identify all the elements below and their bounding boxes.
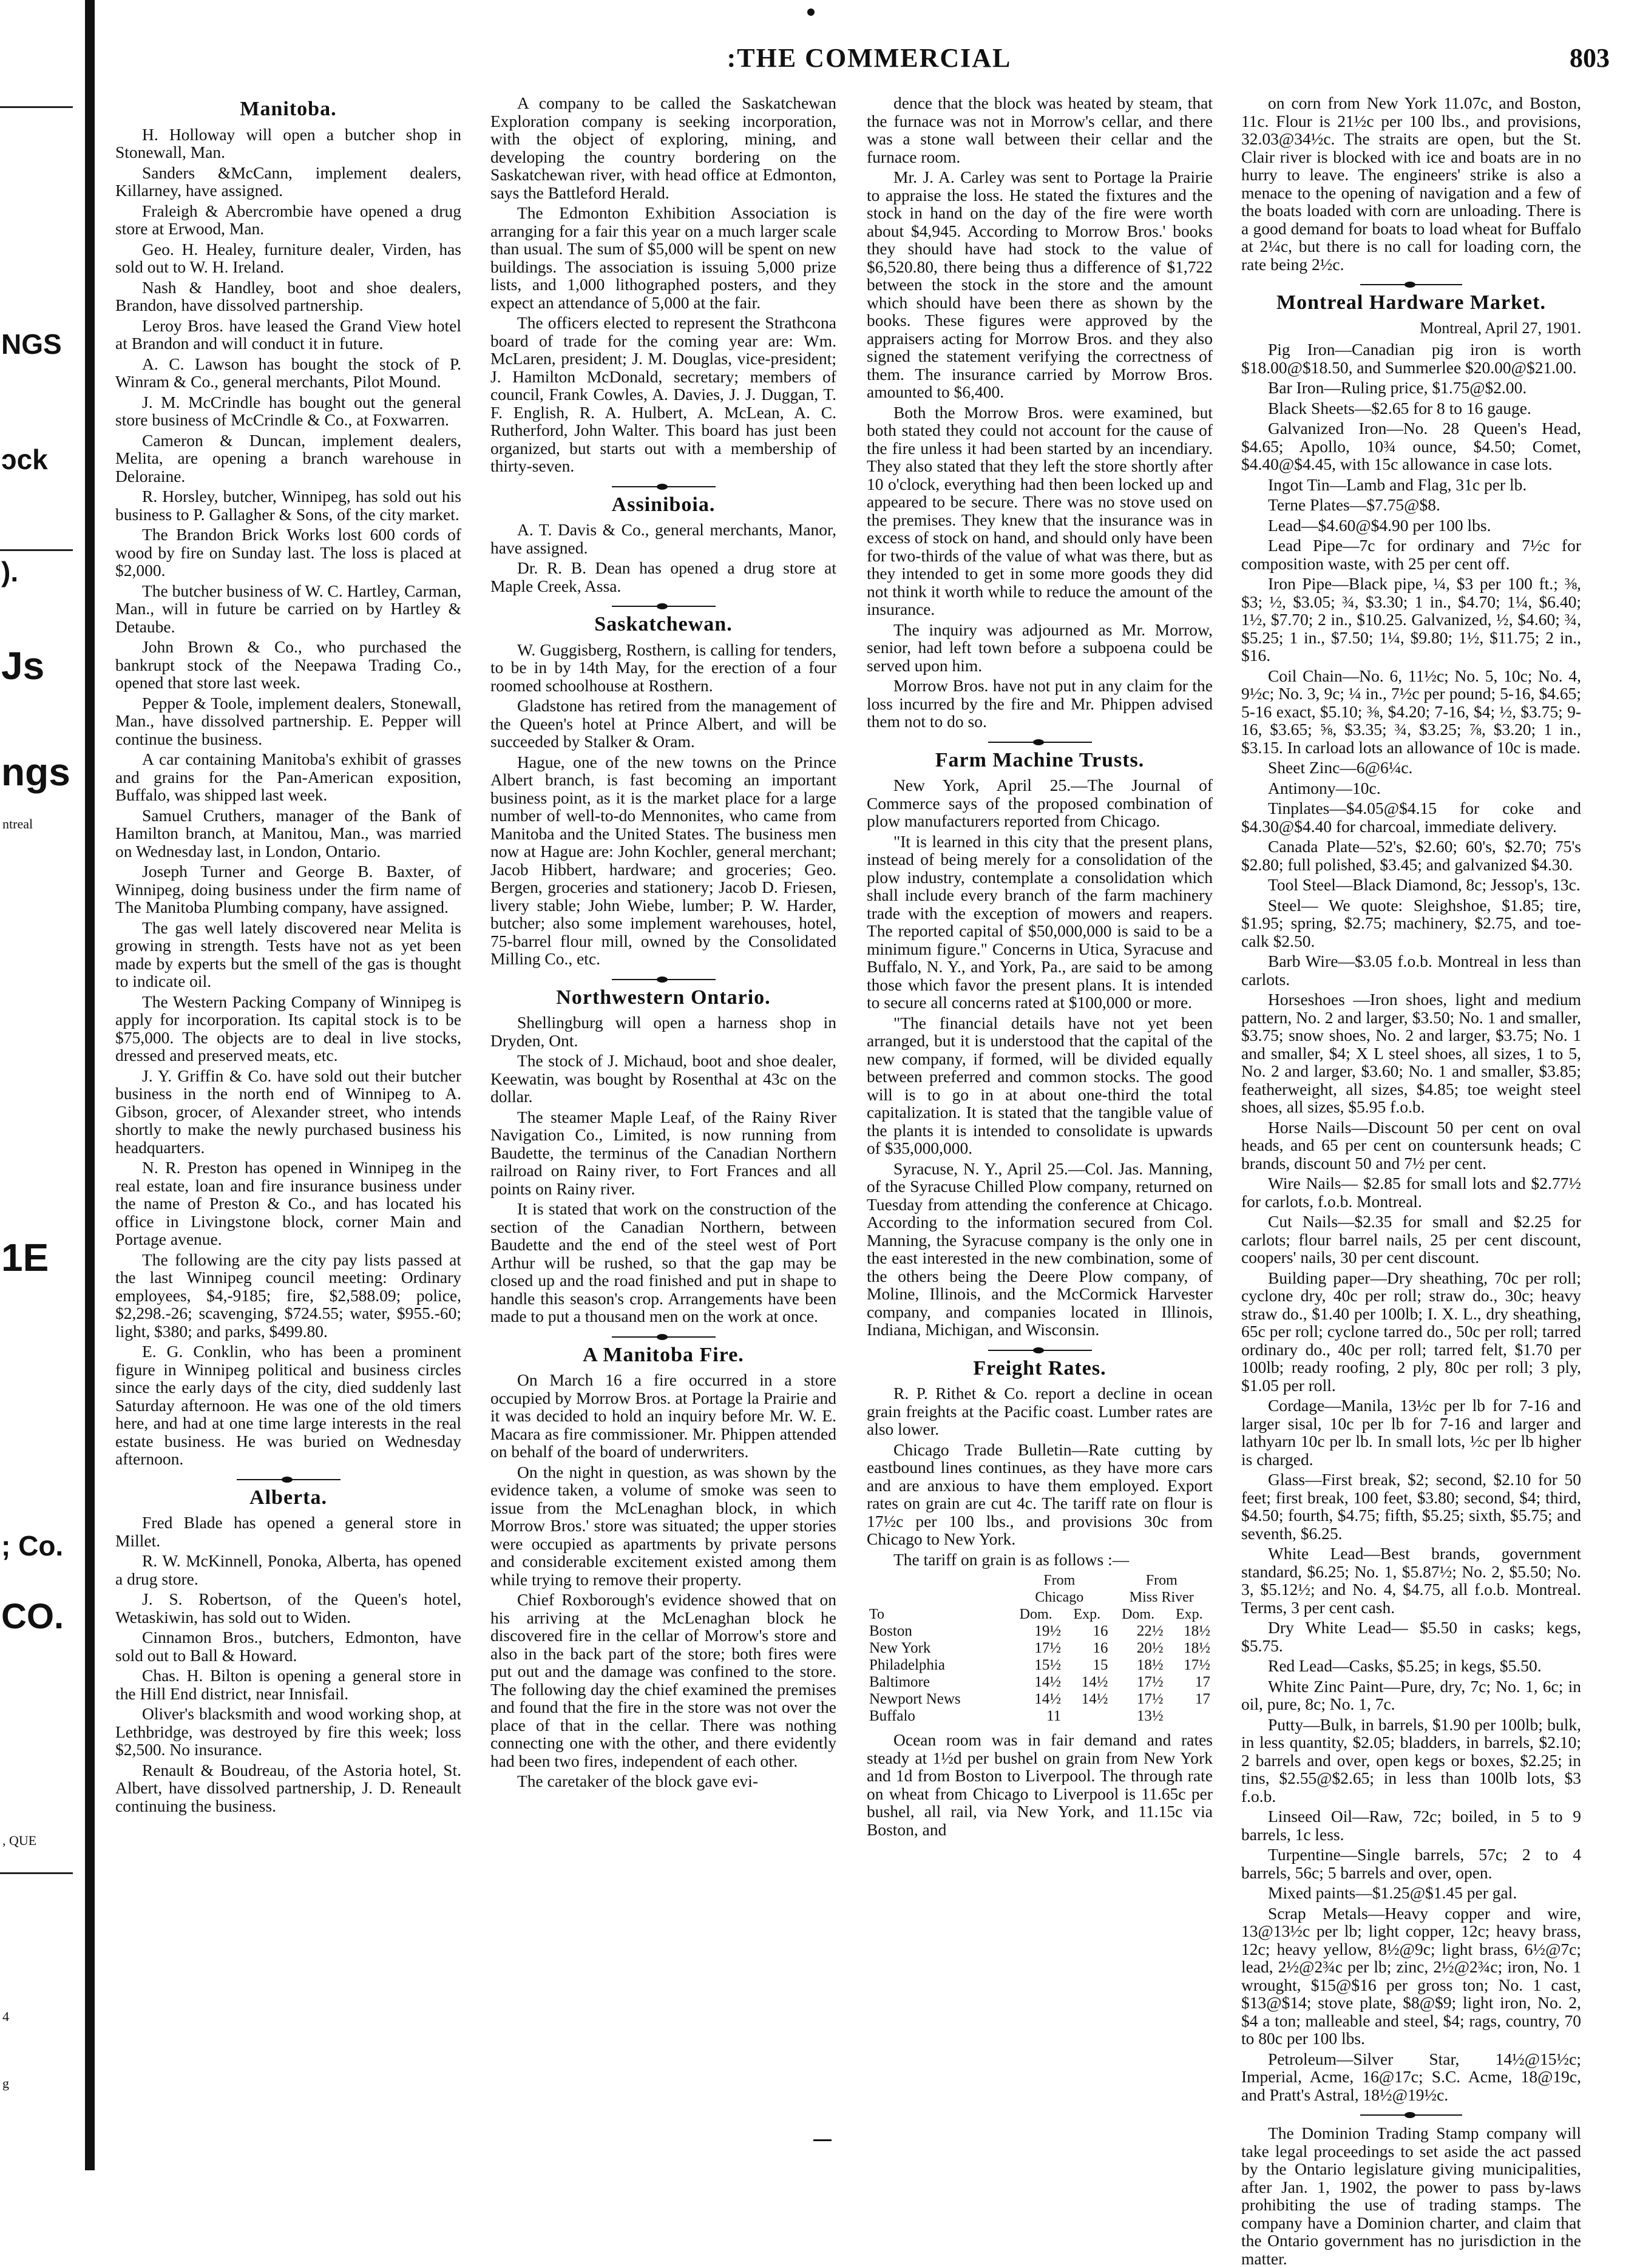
article-paragraph: The inquiry was adjourned as Mr. Morrow, senior, had left town before a subpoena could be served upon him. xyxy=(867,620,1213,675)
article-paragraph: R. Horsley, butcher, Winnipeg, has sold out his business to P. Gallagher & Sons, of the city market. xyxy=(115,487,461,524)
article-paragraph: On March 16 a fire occurred in a store occupied by Morrow Bros. at Portage la Prairie and it was decided to hold an inquiry before Mr. W. E. Macara as fire commissioner. Mr. Phippen attended on behalf of the board of underwriters. xyxy=(490,1370,836,1461)
article-paragraph: The Western Packing Company of Winnipeg is apply for incorporation. Its capital stock is to be $75,000. The objects are to deal in live stocks, dressed and preserved meats, etc. xyxy=(115,992,461,1065)
tariff-header-origin: Miss River xyxy=(1129,1589,1194,1605)
page-header xyxy=(110,42,1628,79)
article-paragraph: Ocean room was in fair demand and rates steady at 1½d per bushel on grain from New York and 1d from Boston to Liverpool. The through rate on wheat from Chicago to Liverpool is 11.65c per bushel, all rail, via New York, and 11.15c via Boston, and xyxy=(867,1730,1213,1839)
article-paragraph: Steel— We quote: Sleighshoe, $1.85; tire, $1.95; spring, $2.75; machinery, $2.75, and toe-calk $2.50. xyxy=(1241,895,1581,950)
section-heading: Montreal Hardware Market. xyxy=(1276,291,1546,314)
article-paragraph: John Brown & Co., who purchased the bankrupt stock of the Neepawa Trading Co., opened that store last week. xyxy=(115,637,461,692)
tariff-row xyxy=(867,1657,1213,1674)
article-paragraph: The caretaker of the block gave evi- xyxy=(517,1772,759,1790)
tariff-rate: 22½ xyxy=(1136,1623,1164,1639)
margin-rule xyxy=(0,106,73,108)
article-paragraph: On the night in question, as was shown by the evidence taken, a volume of smoke was seen to issue from the McLenaghan block, in which Morrow Bros.' store was situated; the upper stories were occupied as apartments by private persons and considerable excitement existed among them while trying to remove their property. xyxy=(490,1462,836,1589)
article-paragraph: Putty—Bulk, in barrels, $1.90 per 100lb; bulk, in less quantity, $2.05; bladders, in barrels, $2.10; 2 barrels and over, open kegs or boxes, $2.25; in tins, $2.55@$2.65; in less than 100lb lots, $3 f.o.b. xyxy=(1241,1715,1581,1806)
article-paragraph: Joseph Turner and George B. Baxter, of Winnipeg, doing business under the firm name of The Manitoba Plumbing company, have assigned. xyxy=(115,862,461,916)
article-paragraph: Cameron & Duncan, implement dealers, Melita, are opening a branch warehouse in Deloraine. xyxy=(115,430,461,486)
section-divider xyxy=(490,1334,836,1340)
article-paragraph: Gladstone has retired from the management of the Queen's hotel at Prince Albert, and will be succeeded by Stalker & Oram. xyxy=(490,696,836,751)
article-paragraph: "It is learned in this city that the present plans, instead of being merely for a consolidation of the plow industry, contemplate a consolidation which shall include every branch of the farm machinery trade with the exception of mowers and reapers. The reported capital of $50,000,000 is said to be a minimum figure." Concerns in Utica, Syracuse and Buffalo, N. Y., and York, Pa., are said to be among those which favor the present plans. It is intended to secure all concerns rated at $100,000 or more. xyxy=(867,831,1213,1012)
tariff-row xyxy=(867,1691,1213,1708)
article-paragraph: Sheet Zinc—6@6¼c. xyxy=(1268,758,1413,777)
article-paragraph: Barb Wire—$3.05 f.o.b. Montreal in less than carlots. xyxy=(1241,952,1581,989)
article-paragraph: New York, April 25.—The Journal of Commerce says of the proposed combination of plow manufacturers reported from Chicago. xyxy=(867,776,1213,830)
article-paragraph: W. Guggisberg, Rosthern, is calling for tenders, to be in by 14th May, for the erection of a four roomed schoolhouse at Rosthern. xyxy=(490,640,836,695)
margin-fragment: ngs xyxy=(1,750,70,794)
article-paragraph: Dr. R. B. Dean has opened a drug store at Maple Creek, Assa. xyxy=(490,558,836,595)
article-paragraph: Pig Iron—Canadian pig iron is worth $18.00@$18.50, and Summerlee $20.00@$21.00. xyxy=(1241,340,1581,377)
margin-rule xyxy=(0,1872,73,1874)
article-paragraph: Terne Plates—$7.75@$8. xyxy=(1268,495,1440,514)
article-paragraph: The gas well lately discovered near Melita is growing in strength. Tests have not as yet been made by experts but the smell of the gas is thought to indicate oil. xyxy=(115,918,461,990)
section-divider xyxy=(490,603,836,609)
article-paragraph: Antimony—10c. xyxy=(1268,778,1381,797)
article-paragraph: Cut Nails—$2.35 for small and $2.25 for carlots; flour barrel nails, 25 per cent discount, coopers' nails, 30 per cent discount. xyxy=(1241,1212,1581,1267)
tariff-rate: 17½ xyxy=(1136,1691,1164,1707)
article-paragraph: Canada Plate—52's, $2.60; 60's, $2.70; 75's $2.80; full polished, $3.45; and galvanized $4.30. xyxy=(1241,837,1581,874)
tariff-column-header: Dom. xyxy=(1122,1606,1155,1622)
article-paragraph: White Lead—Best brands, government standard, $6.25; No. 1, $5.87½; No. 2, $5.50; No. 3, $5.12½; and No. 4, $4.75, all f.o.b. Montreal. Terms, 3 per cent cash. xyxy=(1241,1544,1581,1617)
article-paragraph: "The financial details have not yet been arranged, but it is understood that the capital of the new company, if formed, will be divided equally between preferred and common stocks. The good will is to go in at about one-third the total capitalization. It is stated that the tangible value of the plants it is intended to consolidate is upwards of $35,000,000. xyxy=(867,1013,1213,1157)
tariff-row xyxy=(867,1640,1213,1657)
page-number: 803 xyxy=(1570,43,1610,73)
tariff-rate: 17½ xyxy=(1136,1674,1164,1690)
article-paragraph: A company to be called the Saskatchewan Exploration company is seeking incorporation, with the object of exploring, mining, and developing the country bordering on the Saskatchewan river, with head office at Edmonton, says the Battleford Herald. xyxy=(490,93,836,202)
article-paragraph: The following are the city pay lists passed at the last Winnipeg council meeting: Ordinary employees, $4,-9185; fire, $2,588.09; police, $2,298.-26; scavenging, $724.55; water, $955.-60; light, $380; and parks, $499.80. xyxy=(115,1250,461,1341)
tariff-rate: 14½ xyxy=(1034,1691,1062,1707)
article-paragraph: It is stated that work on the construction of the section of the Canadian Northern, between Baudette and the end of the steel west of Port Arthur will be rushed, so that the gap may be closed up and the road finished and put in shape to handle this season's crop. Arrangements have been made to put a thousand men on the work at once. xyxy=(490,1199,836,1325)
article-paragraph: A. C. Lawson has bought the stock of P. Winram & Co., general merchants, Pilot Mound. xyxy=(115,354,461,391)
article-paragraph: A. T. Davis & Co., general merchants, Manor, have assigned. xyxy=(490,520,836,557)
article-paragraph: Chicago Trade Bulletin—Rate cutting by eastbound lines continues, as they have more cars and are anxious to have them employed. Export rates on grain are cut 4c. The tariff rate on flour is 17½c per 100 lbs., and provisions 30c from Chicago to New York. xyxy=(867,1440,1213,1548)
section-heading: Freight Rates. xyxy=(973,1356,1106,1379)
tariff-rate: 16 xyxy=(1093,1640,1108,1656)
article-paragraph: Scrap Metals—Heavy copper and wire, 13@13½c per lb; light copper, 12c; heavy brass, 12c; heavy yellow, 8½@9c; light brass, 6½@7c; lead, 2½@2¾c per lb; zinc, 2½@2¾c; iron, No. 1 wrought, $15@$16 per gross ton; No. 1 cast, $13@$14; stove plate, $8@$9; light iron, No. 2, $4 a ton; malleable and steel, $4; rags, country, 70 to 80c per 100 lbs. xyxy=(1241,1903,1581,2048)
section-divider xyxy=(490,977,836,983)
section-divider xyxy=(490,484,836,490)
section-dateline: Montreal, April 27, 1901. xyxy=(1420,319,1581,337)
article-paragraph: Red Lead—Casks, $5.25; in kegs, $5.50. xyxy=(1268,1656,1542,1675)
margin-rule xyxy=(0,549,73,551)
tariff-rate: 18½ xyxy=(1184,1623,1210,1639)
article-paragraph: N. R. Preston has opened in Winnipeg in the real estate, loan and fire insurance business under the name of Preston & Co., and has located his office in Livingstone block, corner Main and Portage avenue. xyxy=(115,1158,461,1248)
article-paragraph: R. P. Rithet & Co. report a decline in ocean grain freights at the Pacific coast. Lumber rates are also lower. xyxy=(867,1384,1213,1438)
margin-fragment: 1E xyxy=(1,1236,49,1279)
article-paragraph: Sanders &McCann, implement dealers, Killarney, have assigned. xyxy=(115,163,461,200)
tariff-row xyxy=(867,1623,1213,1640)
article-paragraph: Horse Nails—Discount 50 per cent on oval heads, and 65 per cent on countersunk heads; C brands, discount 50 and 7½ per cent. xyxy=(1241,1117,1581,1173)
tariff-rate: 17½ xyxy=(1184,1657,1210,1673)
article-paragraph: J. Y. Griffin & Co. have sold out their butcher business in the north end of Winnipeg to A. Gibson, grocer, of Alexander street, who intends shortly to make the newly purchased business his headquarters. xyxy=(115,1066,461,1157)
article-paragraph: E. G. Conklin, who has been a prominent figure in Winnipeg political and business circles since the early days of the city, died suddenly last Saturday afternoon. He was one of the old timers here, and had at one time large interests in the real estate business. He was buried on Wednesday afternoon. xyxy=(115,1342,461,1468)
article-paragraph: The tariff on grain is as follows :— xyxy=(893,1549,1130,1569)
section-divider xyxy=(1241,282,1581,288)
print-dot xyxy=(807,8,815,16)
article-paragraph: Bar Iron—Ruling price, $1.75@$2.00. xyxy=(1268,378,1527,397)
article-paragraph: Linseed Oil—Raw, 72c; boiled, in 5 to 9 barrels, 1c less. xyxy=(1241,1807,1581,1844)
tariff-header-origin: Chicago xyxy=(1035,1589,1084,1605)
margin-fragment: , QUE xyxy=(2,1833,37,1848)
article-paragraph: Dry White Lead— $5.50 in casks; kegs, $5.75. xyxy=(1241,1618,1581,1655)
margin-fragment: Js xyxy=(1,644,45,688)
tariff-rate xyxy=(1063,1708,1110,1725)
article-paragraph: Leroy Bros. have leased the Grand View hotel at Brandon and will conduct it in future. xyxy=(115,316,461,353)
tariff-header-blank xyxy=(867,1572,1008,1589)
bottom-rule xyxy=(813,2139,832,2141)
article-paragraph: Tinplates—$4.05@$4.15 for coke and $4.30@$4.40 for charcoal, immediate delivery. xyxy=(1241,799,1581,836)
article-paragraph: The butcher business of W. C. Hartley, Carman, Man., will in future be carried on by Hartley & Detaube. xyxy=(115,581,461,636)
article-paragraph: The steamer Maple Leaf, of the Rainy River Navigation Co., Limited, is now running from Baudette, the terminus of the Canadian Northern railroad on Rainy river, to Fort Frances and all points on Rainy river. xyxy=(490,1107,836,1198)
tariff-rate: 17 xyxy=(1195,1674,1210,1690)
section-heading: Farm Machine Trusts. xyxy=(935,748,1145,771)
article-paragraph: Chas. H. Bilton is opening a general store in the Hill End district, near Innisfail. xyxy=(115,1666,461,1703)
section-divider xyxy=(1241,2112,1581,2118)
tariff-rate: 15½ xyxy=(1034,1657,1062,1673)
article-paragraph: Morrow Bros. have not put in any claim for the loss incurred by the fire and Mr. Phippen advised them not to do so. xyxy=(867,676,1213,731)
article-paragraph: Turpentine—Single barrels, 57c; 2 to 4 barrels, 56c; 5 barrels and over, open. xyxy=(1241,1845,1581,1882)
margin-fragment: ). xyxy=(1,556,19,587)
article-paragraph: Galvanized Iron—No. 28 Queen's Head, $4.65; Apollo, 10¾ ounce, $4.50; Comet, $4.40@$4.45, with 15c allowance in case lots. xyxy=(1241,419,1581,473)
article-paragraph: Iron Pipe—Black pipe, ¼, $3 per 100 ft.; ⅜, $3; ½, $3.05; ¾, $3.30; 1 in., $4.70; 1¼, $6.40; 1½, $7.70; 2 in., $10.25. Galvanized, ½, $4.60; ¾, $5.25; 1 in., $7.50; 1¼, $9.80; 1½, $11.75; 2 in., $16. xyxy=(1241,574,1581,665)
article-paragraph: The Brandon Brick Works lost 600 cords of wood by fire on Sunday last. The loss is placed at $2,000. xyxy=(115,525,461,580)
article-paragraph: dence that the block was heated by steam, that the furnace was not in Morrow's cellar, and there was a stone wall between their cellar and the furnace room. xyxy=(867,93,1213,166)
tariff-header-from: From xyxy=(1043,1572,1076,1588)
article-paragraph: R. W. McKinnell, Ponoka, Alberta, has opened a drug store. xyxy=(115,1551,461,1588)
tariff-destination: Buffalo xyxy=(869,1708,915,1724)
tariff-column-header: To xyxy=(869,1606,884,1622)
article-paragraph: Petroleum—Silver Star, 14½@15½c; Imperial, Acme, 16@17c; S.C. Acme, 18@19c, and Pratt's Astral, 18½@19½c. xyxy=(1241,2049,1581,2104)
article-paragraph: Fraleigh & Abercrombie have opened a drug store at Erwood, Man. xyxy=(115,201,461,238)
section-divider xyxy=(867,739,1213,745)
tariff-destination: Philadelphia xyxy=(869,1657,945,1673)
article-paragraph: The Edmonton Exhibition Association is arranging for a fair this year on a much larger scale than usual. The sum of $5,000 will be spent on new buildings. The association is issuing 5,000 prize lists, and 1,000 lithographed posters, and they expect an attendance of 5,000 at the fair. xyxy=(490,203,836,312)
column-4 xyxy=(1241,93,1581,2268)
article-paragraph: Chief Roxborough's evidence showed that on his arriving at the McLenaghan block he discovered fire in the cellar of Morrow's store and also in the back part of the store; both fires were put out and the damage was confined to the store. The following day the chief examined the premises and found that the fire in the store was not over the place of that in the cellar. There was nothing connecting one with the other, and there evidently had been two fires, independent of each other. xyxy=(490,1590,836,1770)
article-paragraph: White Zinc Paint—Pure, dry, 7c; No. 1, 6c; in oil, pure, 8c; No. 1, 7c. xyxy=(1241,1676,1581,1713)
tariff-header-from: From xyxy=(1145,1572,1177,1588)
column-3 xyxy=(867,94,1213,2158)
article-paragraph: H. Holloway will open a butcher shop in Stonewall, Man. xyxy=(115,124,461,161)
tariff-rate: 17½ xyxy=(1034,1640,1062,1656)
article-paragraph: Cinnamon Bros., butchers, Edmonton, have sold out to Ball & Howard. xyxy=(115,1628,461,1665)
section-heading: Saskatchewan. xyxy=(594,613,733,635)
tariff-rate: 20½ xyxy=(1136,1640,1164,1656)
article-paragraph: Both the Morrow Bros. were examined, but both stated they could not account for the cause of the fire unless it had been started by an incendiary. They also stated that they left the store shortly after 10 o'clock, everything had then been locked up and appeared to be secure. There was no stove used on the premises. They knew that the insurance was in excess of stock on hand, and should only have been for two-thirds of the value of what was there, but as they intended to get in some more goods they did not think it worth while to reduce the amount of the insurance. xyxy=(867,402,1213,618)
margin-fragment: NGS xyxy=(1,328,62,360)
article-paragraph: The stock of J. Michaud, boot and shoe dealer, Keewatin, was bought by Rosenthal at 43c on the dollar. xyxy=(490,1051,836,1106)
article-paragraph: Oliver's blacksmith and wood working shop, at Lethbridge, was destroyed by fire this week; loss $2,500. No insurance. xyxy=(115,1704,461,1759)
tariff-rate: 15 xyxy=(1093,1657,1108,1673)
article-paragraph: J. S. Robertson, of the Queen's hotel, Wetaskiwin, has sold out to Widen. xyxy=(115,1589,461,1627)
tariff-header-blank xyxy=(867,1589,1008,1606)
margin-fragment: ntreal xyxy=(2,816,33,831)
section-heading: Manitoba. xyxy=(240,98,337,120)
tariff-row xyxy=(867,1674,1213,1691)
section-heading: Assiniboia. xyxy=(611,493,716,516)
tariff-column-header: Exp. xyxy=(1175,1606,1203,1622)
tariff-rate: 14½ xyxy=(1034,1674,1062,1690)
tariff-rate: 18½ xyxy=(1136,1657,1164,1673)
article-paragraph: Syracuse, N. Y., April 25.—Col. Jas. Manning, of the Syracuse Chilled Plow company, returned on Tuesday from attending the conference at Chicago. According to the information secured from Col. Manning, the Syracuse company is the only one in the east interested in the new combination, some of the others being the Deere Plow company, of Moline, Illinois, and the McCormick Harvester company, and companies located in Illinois, Indiana, Michigan, and Wisconsin. xyxy=(867,1159,1213,1339)
article-paragraph: Renault & Boudreau, of the Astoria hotel, St. Albert, have dissolved partnership, J. D. Reneault continuing the business. xyxy=(115,1760,461,1815)
article-paragraph: Cordage—Manila, 13½c per lb for 7-16 and larger sisal, 10c per lb for 7-16 and larger and lathyarn 10c per lb. In small lots, ½c per lb higher is charged. xyxy=(1241,1396,1581,1469)
article-paragraph: Lead—$4.60@$4.90 per 100 lbs. xyxy=(1268,515,1491,535)
article-paragraph: Building paper—Dry sheathing, 70c per roll; cyclone dry, 40c per roll; straw do., 30c; heavy straw do., $1.40 per 100lb; I. X. L., dry sheathing, 65c per roll; cyclone tarred do., 50c per roll; tarred ordinary do., 40c per roll; tarred felt, $1.70 per 100lb; ready roofing, 2 ply, 80c per roll; 3 ply, $1.05 per roll. xyxy=(1241,1268,1581,1395)
tariff-rate: 18½ xyxy=(1184,1640,1210,1656)
tariff-rate: 14½ xyxy=(1081,1674,1108,1690)
grain-tariff-table xyxy=(867,1572,1213,1725)
tariff-destination: Baltimore xyxy=(869,1674,930,1690)
tariff-rate: 17 xyxy=(1195,1691,1210,1707)
margin-fragment: ɔck xyxy=(1,444,48,475)
section-heading: A Manitoba Fire. xyxy=(583,1343,744,1366)
article-paragraph: Geo. H. Healey, furniture dealer, Virden, has sold out to W. H. Ireland. xyxy=(115,239,461,276)
tariff-rate: 11 xyxy=(1046,1708,1062,1724)
article-paragraph: Coil Chain—No. 6, 11½c; No. 5, 10c; No. 4, 9½c; No. 3, 9c; ¼ in., 7½c per pound; 5-16, $4.65; 5-16 exact, $5.10; ⅜, $4.20; 7-16, $4; ½, $3.75; 9-16, $3.65; ⅝, $3.35; ¾, $3.25; ⅞, $3.20; 1 in., $3.15. In carload lots an allowance of 10c is made. xyxy=(1241,666,1581,757)
margin-fragment: g xyxy=(2,2076,9,2091)
article-paragraph: Horseshoes —Iron shoes, light and medium pattern, No. 2 and larger, $3.50; No. 1 and smaller, $3.75; snow shoes, No. 2 and larger, $3.75; No. 1 and smaller, $4; X L steel shoes, all sizes, 1 to 5, No. 2 and larger, $3.60; No. 1 and smaller, $3.85; featherweight, all sizes, $4.85; toe weight steel shoes, all sizes, $5.95 f.o.b. xyxy=(1241,990,1581,1116)
tariff-destination: New York xyxy=(869,1640,931,1656)
article-paragraph: Ingot Tin—Lamb and Flag, 31c per lb. xyxy=(1268,475,1527,494)
page-edge-bar xyxy=(85,0,95,2170)
article-paragraph: Glass—First break, $2; second, $2.10 for 50 feet; first break, 100 feet, $3.80; second, $4; third, $4.50; fourth, $4.75; fifth, $5.25; sixth, $5.75; and seventh, $6.25. xyxy=(1241,1470,1581,1543)
column-2 xyxy=(490,94,836,2158)
article-paragraph: Fred Blade has opened a general store in Millet. xyxy=(115,1513,461,1550)
section-heading: Northwestern Ontario. xyxy=(556,986,771,1009)
article-paragraph: Mr. J. A. Carley was sent to Portage la Prairie to appraise the loss. He stated the fixtures and the stock in hand on the day of the fire were worth about $4,945. According to Morrow Bros.' books they should have had stock to the value of $6,520.80, there being thus a difference of $1,722 between the stock in the store and the amount which should have been there as shown by the books. These figures were approved by the appraisers acting for Morrow Bros. and they also signed the statement verifying the correctness of them. The insurance carried by Morrow Bros. amounted to $6,400. xyxy=(867,168,1213,401)
tariff-rate: 14½ xyxy=(1081,1691,1108,1707)
tariff-destination: Boston xyxy=(869,1623,912,1639)
adjacent-page-margin xyxy=(0,0,97,2170)
tariff-row xyxy=(867,1708,1213,1725)
column-1 xyxy=(115,94,461,2158)
margin-fragment: CO. xyxy=(1,1597,64,1636)
article-paragraph: J. M. McCrindle has bought out the general store business of McCrindle & Co., at Foxwarren. xyxy=(115,392,461,429)
publication-title: :THE COMMERCIAL xyxy=(727,43,1012,73)
article-paragraph: The Dominion Trading Stamp company will take legal proceedings to set aside the act passed by the Ontario legislature giving municipalities, after Jan. 1, 1902, the power to pass by-laws prohibiting the use of trading stamps. The company have a Dominion charter, and claim that the Ontario government has no jurisdiction in the matter. xyxy=(1241,2124,1581,2268)
tariff-rate: 19½ xyxy=(1034,1623,1062,1639)
article-paragraph: Hague, one of the new towns on the Prince Albert branch, is fast becoming an important business point, as it is the market place for a large number of well-to-do Mennonites, who came from Manitoba and the United States. The business men now at Hague are: John Kochler, general merchant; Jacob Hibbert, hardware; and groceries; Geo. Bergen, groceries and stationery; Jacob D. Friesen, livery stable; John Wiebe, lumber; P. W. Harder, butcher; also some implement warehouses, hotel, 75-barrel flour mill, owned by the Consolidated Milling Co., etc. xyxy=(490,752,836,968)
article-paragraph: Lead Pipe—7c for ordinary and 7½c for composition waste, with 25 per cent off. xyxy=(1241,536,1581,573)
section-heading: Alberta. xyxy=(249,1486,327,1509)
article-paragraph: Nash & Handley, boot and shoe dealers, Brandon, have dissolved partnership. xyxy=(115,277,461,314)
article-paragraph: A car containing Manitoba's exhibit of grasses and grains for the Pan-American exposition, Buffalo, was shipped last week. xyxy=(115,750,461,804)
article-paragraph: Samuel Cruthers, manager of the Bank of Hamilton branch, at Manitou, Man., was married on Wednesday last, in London, Ontario. xyxy=(115,805,461,861)
tariff-rate xyxy=(1166,1708,1213,1725)
section-divider xyxy=(115,1477,461,1483)
margin-fragment: ; Co. xyxy=(1,1530,64,1562)
tariff-rate: 13½ xyxy=(1136,1708,1164,1724)
article-paragraph: on corn from New York 11.07c, and Boston, 11c. Flour is 21½c per 100 lbs., and provisions, 32.03@34½c. The straits are open, but the St. Clair river is blocked with ice and boats are in no hurry to leave. The engineers' strike is also a menace to the opening of navigation and a few of the boats loaded with corn are unloading. There is a good demand for boats to load wheat for Buffalo at 2¼c, but there is no call for loading corn, the rate being 2½c. xyxy=(1241,93,1581,274)
margin-fragment: 4 xyxy=(2,2009,9,2024)
tariff-rate: 16 xyxy=(1093,1623,1108,1639)
article-paragraph: Mixed paints—$1.25@$1.45 per gal. xyxy=(1268,1883,1517,1902)
article-paragraph: Shellingburg will open a harness shop in Dryden, Ont. xyxy=(490,1013,836,1050)
tariff-destination: Newport News xyxy=(869,1691,961,1707)
tariff-column-header: Exp. xyxy=(1073,1606,1101,1622)
article-paragraph: Wire Nails— $2.85 for small lots and $2.77½ for carlots, f.o.b. Montreal. xyxy=(1241,1174,1581,1211)
article-paragraph: Pepper & Toole, implement dealers, Stonewall, Man., have dissolved partnership. E. Pepper will continue the business. xyxy=(115,693,461,748)
tariff-column-header: Dom. xyxy=(1019,1606,1052,1622)
article-paragraph: Black Sheets—$2.65 for 8 to 16 gauge. xyxy=(1268,398,1531,418)
article-paragraph: The officers elected to represent the Strathcona board of trade for the coming year are: Wm. McLaren, president; J. M. Douglas, vice-president; J. Hamilton McDonald, secretary; members of council, Frank Cowles, A. Davies, J. J. Duggan, T. F. English, R. A. Hulbert, A. McLean, A. C. Rutherford, John Walter. This board has just been organized, but starts out with a membership of thirty-seven. xyxy=(490,313,836,475)
section-divider xyxy=(867,1347,1213,1353)
article-paragraph: Tool Steel—Black Diamond, 8c; Jessop's, 13c. xyxy=(1268,875,1581,894)
